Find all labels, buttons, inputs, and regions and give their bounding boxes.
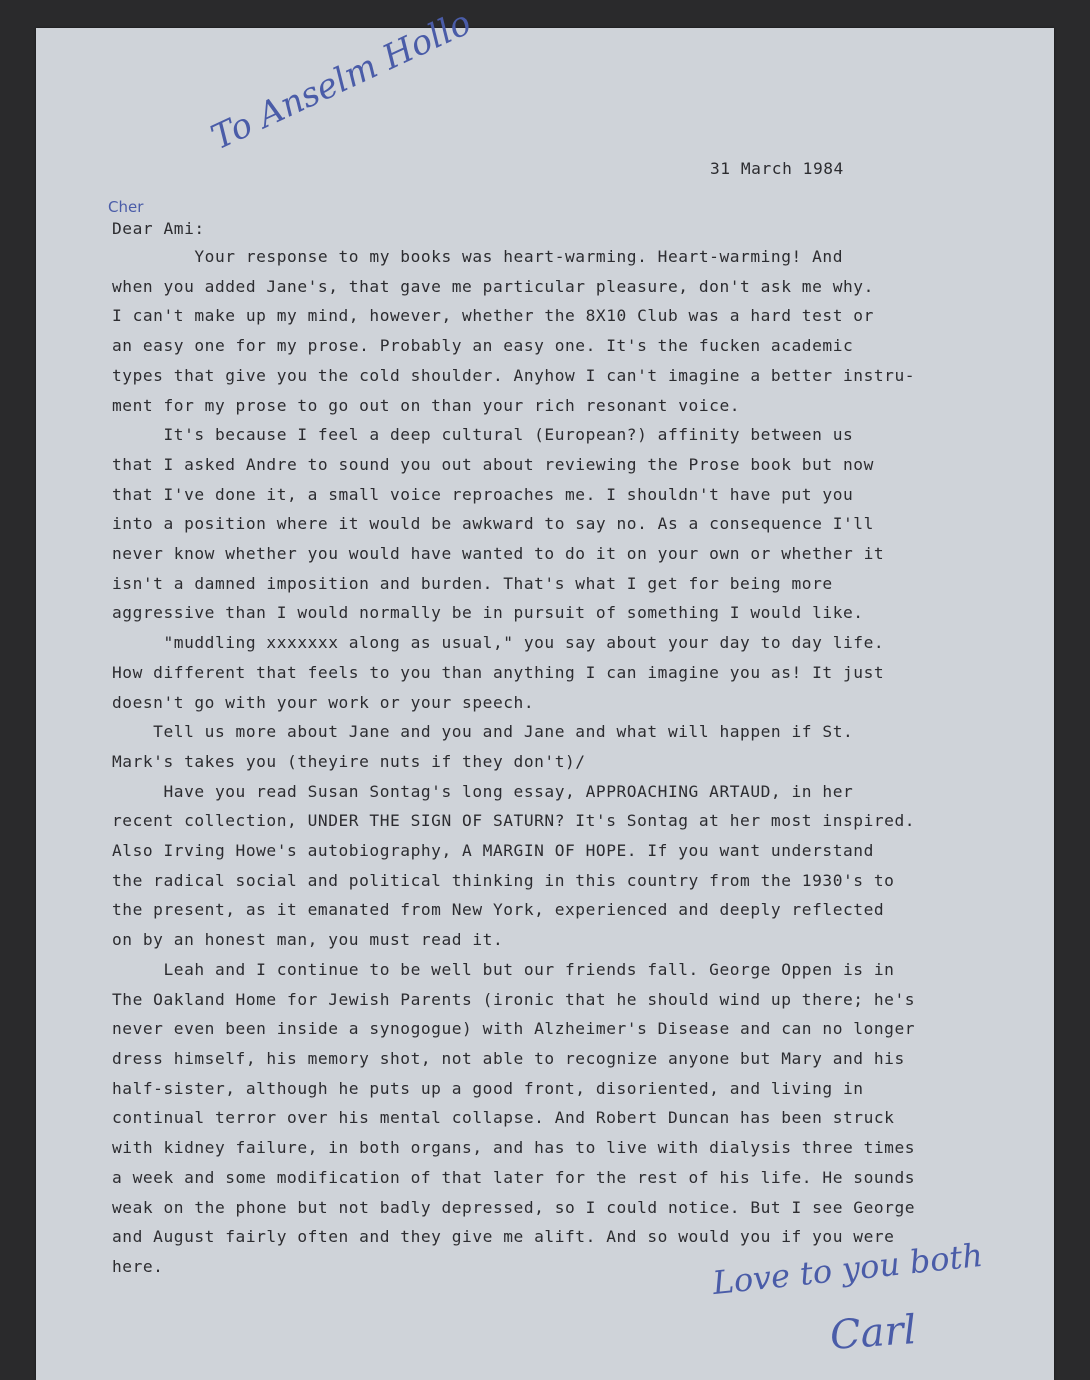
body-line: the radical social and political thinking in this country from the 1930's to (112, 870, 895, 890)
body-line: Also Irving Howe's autobiography, A MARGIN OF HOPE. If you want understand (112, 841, 874, 861)
body-line: and August fairly often and they give me alift. And so would you if you were (112, 1227, 895, 1247)
salutation-correction: Cher (108, 198, 144, 216)
body-line: never know whether you would have wanted to do it on your own or whether it (112, 544, 885, 564)
body-line: continual terror over his mental collapse. And Robert Duncan has been struck (112, 1108, 895, 1128)
handwritten-signature: Carl (828, 1307, 918, 1359)
body-line: Your response to my books was heart-warming. Heart-warming! And (112, 247, 843, 266)
body-line: into a position where it would be awkward to say no. As a consequence I'll (112, 514, 874, 534)
body-line: I can't make up my mind, however, whether the 8X10 Club was a hard test or (112, 306, 874, 326)
handwritten-closing: Love to you both (710, 1235, 985, 1303)
body-line: Tell us more about Jane and you and Jane and what will happen if St. (112, 722, 854, 742)
body-line: Leah and I continue to be well but our friends fall. George Oppen is in (112, 959, 895, 979)
body-line: weak on the phone but not badly depressed, so I could notice. But I see George (112, 1197, 916, 1217)
body-line: on by an honest man, you must read it. (112, 930, 504, 950)
body-line: dress himself, his memory shot, not able to recognize anyone but Mary and his (112, 1048, 905, 1068)
body-line: with kidney failure, in both organs, and has to live with dialysis three times (112, 1138, 916, 1158)
body-line: ment for my prose to go out on than your rich resonant voice. (112, 395, 741, 415)
body-line: an easy one for my prose. Probably an easy one. It's the fucken academic (112, 336, 854, 356)
body-line: Mark's takes you (theyire nuts if they don't)/ (112, 751, 586, 771)
body-line: recent collection, UNDER THE SIGN OF SATURN? It's Sontag at her most inspired. (112, 811, 916, 831)
body-line: when you added Jane's, that gave me particular pleasure, don't ask me why. (112, 276, 874, 296)
body-line: "muddling xxxxxxx along as usual," you say about your day to day life. (112, 633, 885, 653)
body-line: here. (112, 1256, 164, 1276)
body-line: Have you read Susan Sontag's long essay, APPROACHING ARTAUD, in her (112, 781, 854, 801)
body-line: aggressive than I would normally be in pursuit of something I would like. (112, 603, 864, 623)
letter-date: 31 March 1984 (710, 159, 844, 178)
body-line: a week and some modification of that later for the rest of his life. He sounds (112, 1167, 916, 1187)
body-line: that I've done it, a small voice reproaches me. I shouldn't have put you (112, 484, 854, 504)
body-line: isn't a damned imposition and burden. That's what I get for being more (112, 573, 833, 593)
body-line: How different that feels to you than anything I can imagine you as! It just (112, 662, 885, 682)
salutation: Dear Ami: (112, 219, 205, 238)
handwritten-addressee-note: To Anselm Hollo (205, 2, 478, 159)
body-line: doesn't go with your work or your speech. (112, 692, 535, 712)
body-line: the present, as it emanated from New York, experienced and deeply reflected (112, 900, 885, 920)
body-line: never even been inside a synogogue) with Alzheimer's Disease and can no longer (112, 1019, 916, 1039)
body-line: types that give you the cold shoulder. Anyhow I can't imagine a better instru- (112, 365, 916, 385)
body-line: that I asked Andre to sound you out about reviewing the Prose book but now (112, 454, 874, 474)
body-line: The Oakland Home for Jewish Parents (ironic that he should wind up there; he's (112, 989, 916, 1009)
body-line: half-sister, although he puts up a good front, disoriented, and living in (112, 1078, 864, 1098)
body-line: It's because I feel a deep cultural (European?) affinity between us (112, 425, 854, 445)
letter-body (112, 242, 1040, 1282)
